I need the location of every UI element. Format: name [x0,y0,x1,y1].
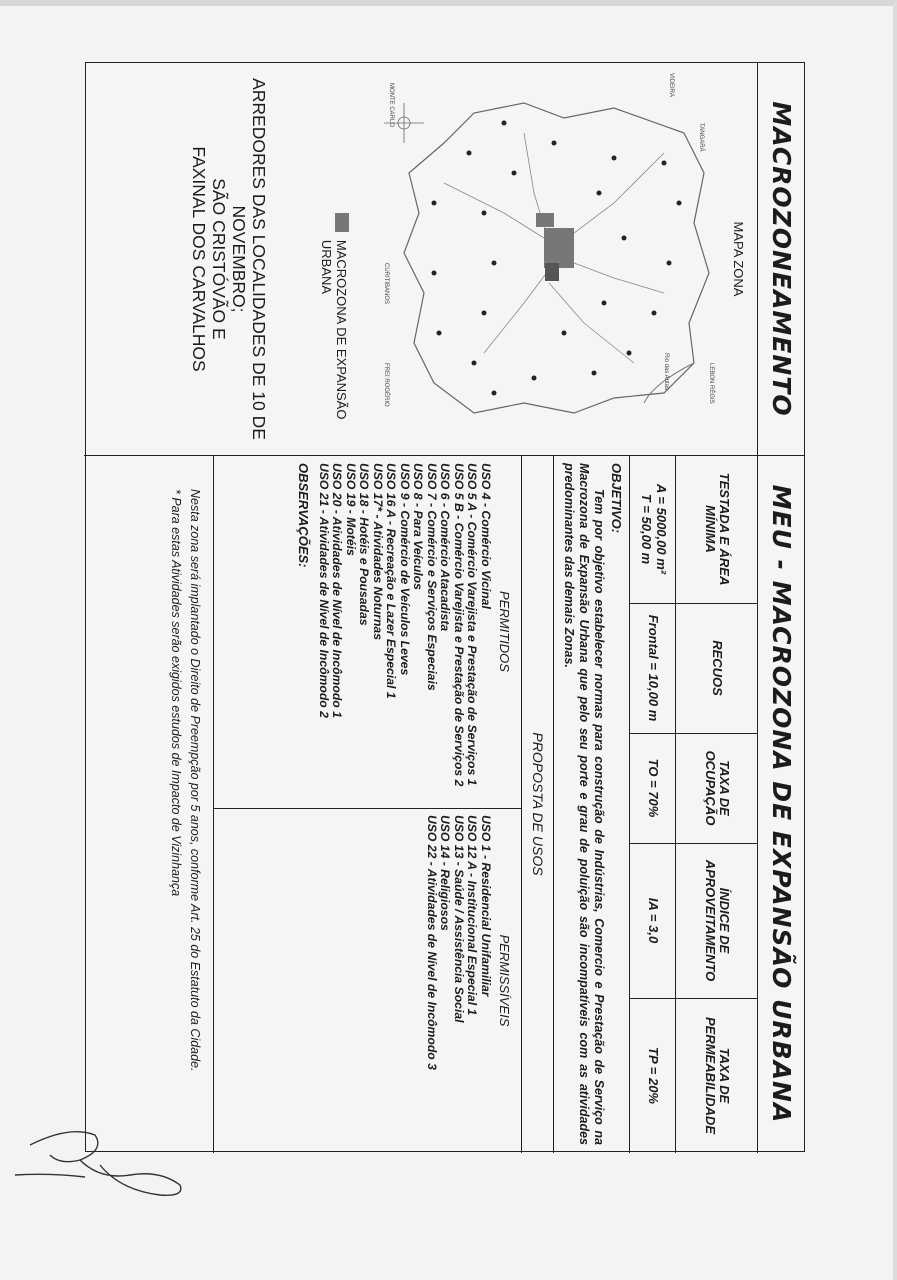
permitted-use-item: USO 19 - Motéis [344,463,358,556]
uses-column-divider [214,808,522,809]
permissible-use-item: USO 12 A - Institucional Especial 1 [465,815,480,1016]
signature [10,1105,200,1215]
permitted-use-item: USO 6 - Comércio Atacadista [438,463,453,632]
observation-impact-study: * Para estas Atividades serão exigidos estudos de Impacto de Vizinhança [169,489,183,897]
expansion-area-1 [544,228,574,268]
uses-heading: PROPOSTA DE USOS [530,732,546,876]
permitted-use-item: USO 7 - Comércio e Serviços Especiais [425,463,439,691]
map-river [644,363,694,403]
permitted-use-item: USO 4 - Comércio Vicinal [479,463,493,609]
left-title: MACROZONEAMENTO [767,101,796,417]
uses-heading-divider [521,455,522,1153]
permissible-label: PERMISSÍVEIS [497,934,512,1027]
map-label-videira: VIDEIRA [668,73,674,98]
permitted-use-item: USO 20 - Atividades de Nível de Incômodo 1 [330,463,345,718]
value-area-minima: A = 5000,00 m² [653,483,669,575]
permitted-use-item: USO 5 B - Comércio Varejista e Prestação de Serviços 2 [452,463,466,787]
permitted-label: PERMITIDOS [497,591,512,672]
locality-line-1: ARREDORES DAS LOCALIDADES DE 10 DE [249,78,269,440]
observations-label: OBSERVAÇÕES: [296,463,311,568]
value-taxa-permeabilidade: TP = 20% [646,1047,662,1104]
map-label-frei-rogerio: FREI ROGÉRIO [383,363,389,407]
zoning-sheet [85,62,805,1152]
expansion-area-2 [545,263,559,281]
expansion-area-3 [536,213,554,227]
map-label-tangara: TANGARÁ [698,123,704,152]
header-testada: TESTADA E ÁREA MÍNIMA [703,472,733,586]
localities-block [189,63,269,455]
map-label-curitibanos: CURITIBANOS [383,263,389,305]
permissible-list [425,815,493,1149]
header-taxa-permeabilidade: TAXA DE PERMEABILIDADE [703,1016,733,1134]
scan-top-edge [0,0,897,6]
value-taxa-ocupacao: TO = 70% [646,758,662,818]
value-recuos: Frontal = 10,00 m [646,614,662,722]
map-label-monte-carlo: MONTE CARLO [388,83,394,128]
objective-label: OBJETIVO: [609,463,624,534]
permitted-use-item: USO 16 A - Recreação e Lazer Especial 1 [384,463,399,699]
locality-line-4: FAXINAL DOS CARVALHOS [189,146,209,372]
observations-divider [213,455,214,1153]
header-indice-aproveitamento: ÍNDICE DE APROVEITAMENTO [703,859,733,982]
permitted-use-item: USO 5 A - Comércio Varejista e Prestação de Serviços 1 [465,463,480,786]
map-label-lebon-regis: LEBON RÉGIS [708,363,714,404]
right-title: MEU - MACROZONA DE EXPANSÃO URBANA [767,484,796,1124]
permissible-use-item: USO 14 - Religiosos [438,815,453,931]
legend-swatch [335,213,349,232]
objective-divider [553,455,554,1153]
locality-line-2: NOVEMBRO; [229,205,249,313]
objective-text: Tem por objetivo estabelecer normas para construção de Indústrias, Comercio e Prestação de Serviço na Macrozona de Expansão Urbana que pelo seu porte e grau de poluição são incompatíveis com as atividades predominantes das demais Zonas. [562,463,606,1145]
permissible-use-item: USO 1 - Residencial Unifamiliar [479,815,493,997]
map-label-river: Rio das Antas [663,353,669,391]
value-indice-aproveitamento: IA = 3,0 [646,897,662,944]
permitted-use-item: USO 9 - Comércio de Veículos Leves [398,463,412,676]
legend-label: MACROZONA DE EXPANSÃO URBANA [319,239,349,420]
permitted-list [317,463,493,805]
locality-line-3: SÃO CRISTÓVÃO E [209,178,229,340]
permitted-use-item: USO 18 - Hotéis e Pousadas [357,463,372,626]
observation-preemption: Nesta zona será implantado o Direito de Preempção por 5 anos, conforme Art. 25 do Estatuto da Cidade. [188,489,202,1072]
municipal-map [374,63,724,455]
scan-right-edge [893,0,897,1280]
value-testada [630,455,676,603]
header-taxa-ocupacao: TAXA DE OCUPAÇÃO [703,750,733,826]
permitted-use-item: USO 17* - Atividades Noturnas [371,463,385,640]
map-heading: MAPA ZONA [731,221,746,297]
map-graphic [374,63,724,455]
permitted-use-item: USO 8 - Para Veículos [411,463,426,590]
permissible-use-item: USO 13 - Saúde / Assistência Social [452,815,466,1023]
value-testada-minima: T = 50,00 m [639,493,654,565]
observations-body [166,463,204,1145]
permitted-use-item: USO 21 - Atividades de Nível de Incômodo 2 [317,463,331,718]
permissible-use-item: USO 22 - Atividades de Nível de Incômodo 3 [425,815,439,1070]
header-recuos: RECUOS [710,640,726,696]
map-legend [319,213,349,443]
